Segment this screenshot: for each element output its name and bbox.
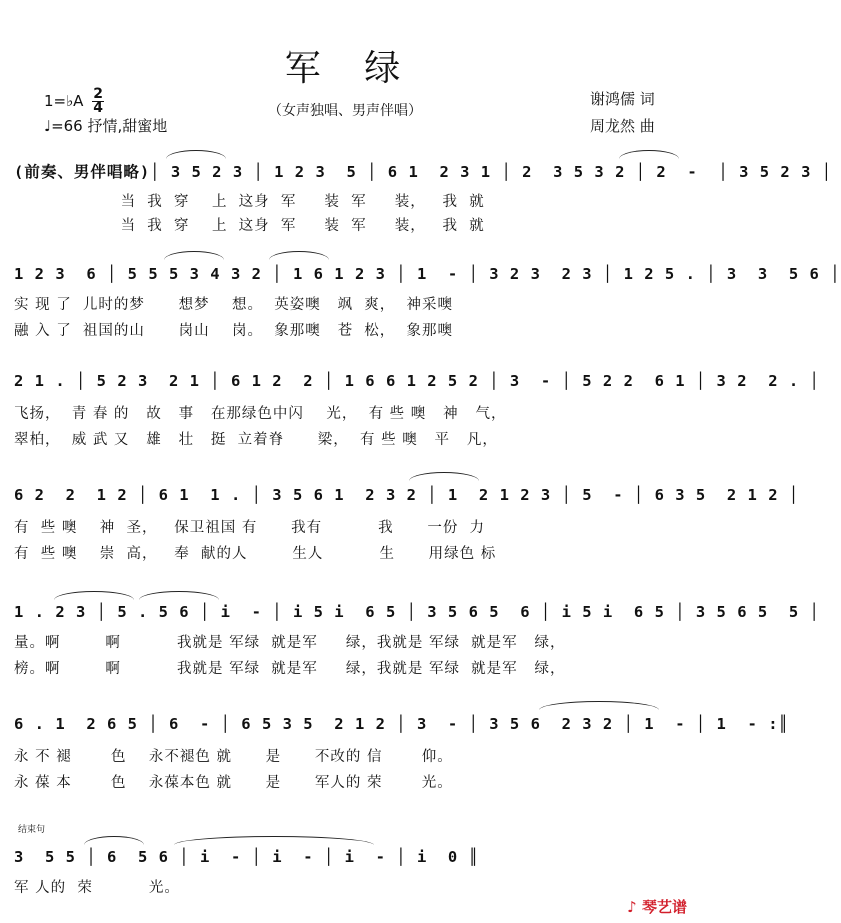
slur	[139, 591, 219, 600]
key-signature	[44, 88, 104, 115]
time-sig-bottom: 4	[93, 100, 103, 116]
lyric-verse-2: 榜。啊 啊 我就是 军绿 就是军 绿，我就是 军绿 就是军 绿，	[14, 661, 566, 677]
lyric-verse-1: 量。啊 啊 我就是 军绿 就是军 绿，我就是 军绿 就是军 绿，	[14, 635, 566, 651]
tempo-marking: ♩=66 抒情,甜蜜地	[44, 117, 168, 135]
notes-line: 6 2 2 1 2 │ 6 1 1 . │ 3 5 6 1 2 3 2 │ 1 2 1 2 3 │ 5 - │ 6 3 5 2 1 2 │	[14, 486, 800, 504]
song-title: 军 绿	[284, 48, 417, 89]
slur	[409, 472, 479, 481]
lyric-verse-2: 当 我 穿 上 这身 军 装 军 装， 我 就	[14, 218, 485, 234]
notes-line: 1 2 3 6 │ 5 5 5 3 4 3 2 │ 1 6 1 2 3 │ 1 - │ 3 2 3 2 3 │ 1 2 5 . │ 3 3 5 6 │	[14, 265, 841, 283]
logo-icon: ♪	[627, 898, 637, 916]
time-sig-top: 2	[93, 86, 103, 102]
time-signature	[92, 88, 104, 115]
lyric-verse-2: 有 些 噢 崇 高， 奉 献的人 生人 生 用绿色 标	[14, 546, 497, 562]
lyric-verse-1: 军 人的 荣 光。	[14, 880, 180, 896]
lyric-verse-2: 翠柏， 威 武 又 雄 壮 挺 立着脊 梁， 有 些 噢 平 凡，	[14, 432, 498, 448]
slur	[539, 701, 659, 710]
slur	[164, 251, 224, 260]
notes-line: 6 . 1 2 6 5 │ 6 - │ 6 5 3 5 2 1 2 │ 3 - │ 3 5 6 2 3 2 │ 1 - │ 1 - :║	[14, 715, 789, 733]
key-label: 1=♭A	[44, 92, 84, 110]
lyric-verse-2: 融 入 了 祖国的山 岗山 岗。 象那噢 苍 松， 象那噢	[14, 323, 454, 339]
slur	[166, 150, 226, 159]
performer-note: （女声独唱、男声伴唱）	[268, 103, 422, 119]
lyric-verse-2: 永 葆 本 色 永葆本色 就 是 军人的 荣 光。	[14, 775, 453, 791]
notes-line: 2 1 . │ 5 2 3 2 1 │ 6 1 2 2 │ 1 6 6 1 2 5 2 │ 3 - │ 5 2 2 6 1 │ 3 2 2 . │	[14, 372, 820, 390]
notes-line: 1 . 2 3 │ 5 . 5 6 │ i - │ i 5 i 6 5 │ 3 5 6 5 6 │ i 5 i 6 5 │ 3 5 6 5 5 │	[14, 603, 820, 621]
notes-line: (前奏、男伴唱略)│ 3 5 2 3 │ 1 2 3 5 │ 6 1 2 3 1 │ 2 3 5 3 2 │ 2 - │ 3 5 2 3 │	[14, 163, 833, 181]
slur	[54, 591, 134, 600]
lyric-verse-1: 当 我 穿 上 这身 军 装 军 装， 我 就	[14, 194, 485, 210]
lyric-verse-1: 飞扬， 青 春 的 故 事 在那绿色中闪 光， 有 些 噢 神 气，	[14, 406, 507, 422]
ending-label: 结束句	[18, 825, 46, 835]
composer-credit: 周龙然 曲	[590, 117, 655, 135]
slur	[269, 251, 329, 260]
slur	[84, 836, 144, 845]
lyric-verse-1: 实 现 了 儿时的梦 想梦 想。 英姿噢 飒 爽， 神采噢	[14, 297, 454, 313]
lyric-verse-1: 有 些 噢 神 圣， 保卫祖国 有 我有 我 一份 力	[14, 520, 486, 536]
lyric-verse-1: 永 不 褪 色 永不褪色 就 是 不改的 信 仰。	[14, 749, 453, 765]
logo-text: 琴艺谱	[641, 898, 687, 916]
site-logo	[627, 896, 687, 917]
notes-line: 3 5 5 │ 6 5 6 │ i - │ i - │ i - │ i 0 ║	[14, 848, 479, 866]
lyricist-credit: 谢鸿儒 词	[590, 90, 655, 108]
slur	[619, 150, 679, 159]
slur	[174, 836, 374, 845]
